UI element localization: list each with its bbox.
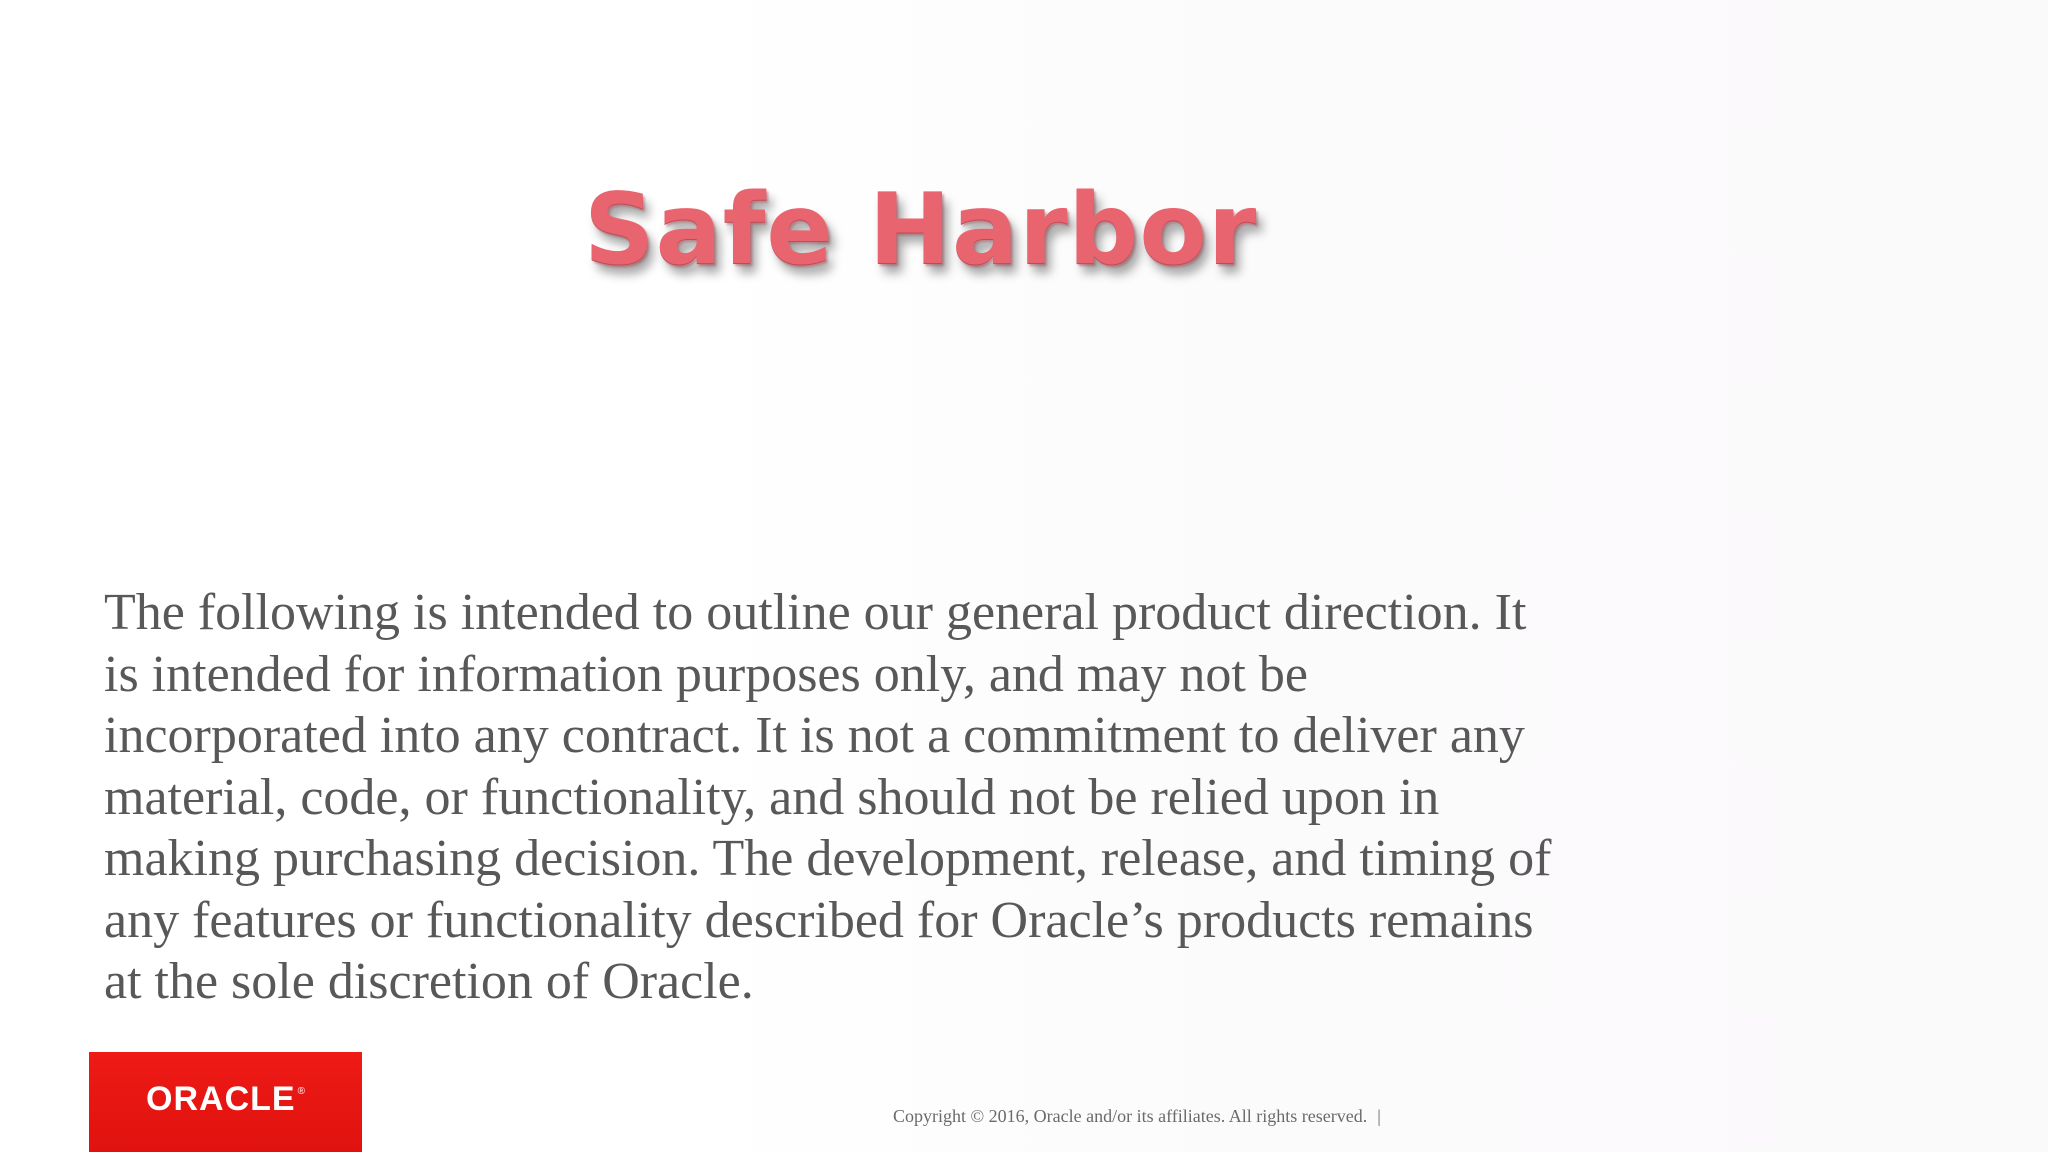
copyright-text: Copyright © 2016, Oracle and/or its affiliates. All rights reserved. [893,1106,1368,1126]
footer-copyright [893,1106,1381,1127]
registered-mark: ® [297,1085,305,1097]
oracle-logo [89,1052,362,1152]
oracle-logo-text: ORACLE [146,1079,296,1118]
slide-title: Safe Harbor [584,173,1258,287]
footer-separator: | [1377,1106,1381,1126]
safe-harbor-statement: The following is intended to outline our general product direction. It is intended for information purposes only, and may not be incorporated into any contract. It is not a commitment to deliver any material, code, or functionality, and should not be relied upon in making purchasing decision. The development, release, and timing of any features or functionality described for Oracle’s products remains at the sole discretion of Oracle. [104,584,1552,1010]
